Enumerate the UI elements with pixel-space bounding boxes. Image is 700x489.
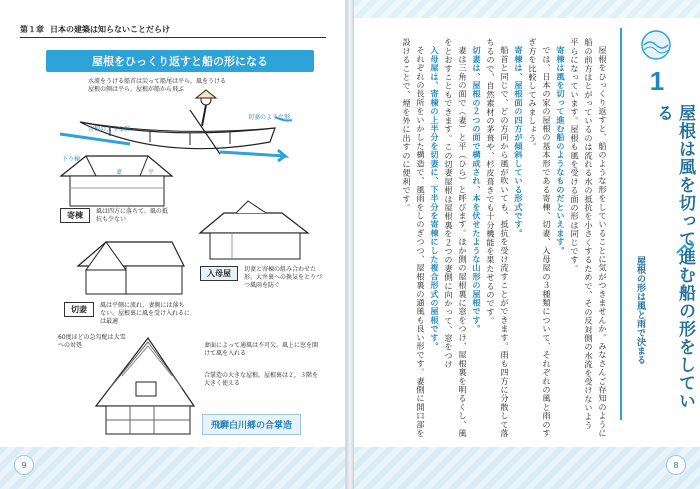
gassho-caption: 飛騨白川郷の合掌造 bbox=[202, 414, 301, 435]
paragraph-4-highlight: 寄棟は、屋根面の四方が傾斜している形式です。 bbox=[514, 46, 524, 238]
gassho-note-top: 60度ほどの急勾配は大雪への対処 bbox=[58, 334, 126, 349]
chapter-rule bbox=[20, 37, 326, 38]
wave-border-bottom-right bbox=[354, 447, 700, 489]
paragraph-8-highlight: 入母屋は、寄棟の上半分を切妻に、下半分を寄棟にした複合形式の屋根です。 bbox=[430, 46, 440, 351]
right-page bbox=[354, 0, 700, 489]
desc-kirizuma: 風は平側に流れ、妻側には落ちない。屋根裏に風を受け入れるには最適 bbox=[100, 302, 191, 325]
chapter-label: 第１章 bbox=[20, 25, 44, 34]
irimoya-roof-illustration bbox=[196, 205, 314, 265]
yosemune-dir-label: 下り棟 bbox=[62, 156, 81, 163]
wave-circle-icon bbox=[636, 30, 676, 60]
boat-label-flow: 切妻のような形 bbox=[248, 114, 291, 121]
gassho-note-bottom: 合掌造の大きな屋根。屋根裏は２，３階を大きく使える bbox=[204, 372, 319, 387]
boat-label-wind: 寄棟のような形 bbox=[88, 126, 131, 133]
wave-border-top bbox=[354, 0, 700, 18]
section-subtitle: 屋根の形は風と雨で決まる bbox=[635, 256, 645, 364]
body-text bbox=[362, 38, 610, 438]
tag-yosemune: 寄棟 bbox=[60, 208, 90, 223]
paragraph-1: 屋根をひっくり返すと、船のような形をしていることに気がつきませんか。みなさんご存知のように船の前方はとがっているのは流れる水の抵抗を小さくするためで、その反対側の水流を受けないよう平らになっています。屋根も風を受ける面の形は同じです。 bbox=[570, 38, 608, 438]
tag-kirizuma: 切妻 bbox=[64, 302, 94, 317]
tag-irimoya: 入母屋 bbox=[200, 266, 238, 281]
wave-border-bottom bbox=[0, 447, 345, 489]
paragraph-9: それぞれの長所をいかした構造で、風雨をしのぎつつ、屋根裏の通風も良い形です。妻側に開口部を設けることで、煙を外に出すのに便利です。 bbox=[402, 38, 426, 438]
desc-yosemune: 風は四方に落ちて、風の抵抗も少ない bbox=[96, 208, 168, 223]
kirizuma-roof-illustration bbox=[76, 240, 188, 298]
svg-text:平: 平 bbox=[148, 169, 155, 176]
page-number-left: 9 bbox=[14, 455, 34, 475]
section-number: 1 bbox=[649, 66, 665, 96]
paragraph-3: では、日本の家の屋根の基本形である寄棟、切妻、入母屋の３種類について、それぞれの風と雨のすぎ方を比較してみましょう。 bbox=[528, 38, 552, 438]
gassho-note-mid: 妻面によって通風は不可欠。風上に窓を開けて風を入れる bbox=[204, 342, 319, 357]
paragraph-7: 妻は三角の面で（妻）と平（ひら）と呼びます。ほか側の屋根裏に窓をつけ、屋根裏を明るくし、風をとおすこともできます。この切妻屋根は屋根裏を２つの妻側に向かって、窓をつけ bbox=[444, 38, 468, 438]
page-number-right: 8 bbox=[666, 455, 686, 475]
left-page bbox=[0, 0, 346, 489]
section-title: 屋根は風を切って進む船の形をしている bbox=[653, 104, 695, 410]
chapter-header bbox=[20, 24, 170, 35]
paragraph-2-highlight: 寄棟は風を切って進む船のようなものだといえます。 bbox=[556, 46, 566, 255]
title-panel bbox=[620, 28, 694, 420]
book-gutter bbox=[346, 0, 354, 489]
section-banner: 屋根をひっくり返すと船の形になる bbox=[46, 50, 314, 72]
desc-irimoya: 切妻と寄棟の組み合わせた形。大井裏への換気をとりづつ風雨を防ぐ bbox=[244, 266, 323, 289]
gassho-house-illustration bbox=[90, 336, 200, 438]
paragraph-5: 船首と同じで、どの方向から風が吹いても、抵抗を受け流すことができます。雨も四方に分散して落ちるので、自然素材の茅葺や、杉皮葺きでも十分機能を果たせるのです。 bbox=[486, 38, 510, 438]
paragraph-6-highlight: 切妻は、屋根の２つの面で構成され、本を伏せたような山形の屋根です。 bbox=[472, 46, 482, 334]
svg-text:妻: 妻 bbox=[116, 169, 123, 176]
wrench-icon bbox=[674, 238, 692, 256]
boat-note: 水流をうける船首は尖って船尾は平ら。風をうける屋根の側は平ら。屋根が船から飛ぶ bbox=[88, 78, 227, 93]
chapter-title: 日本の建築は知らないことだらけ bbox=[50, 25, 170, 34]
